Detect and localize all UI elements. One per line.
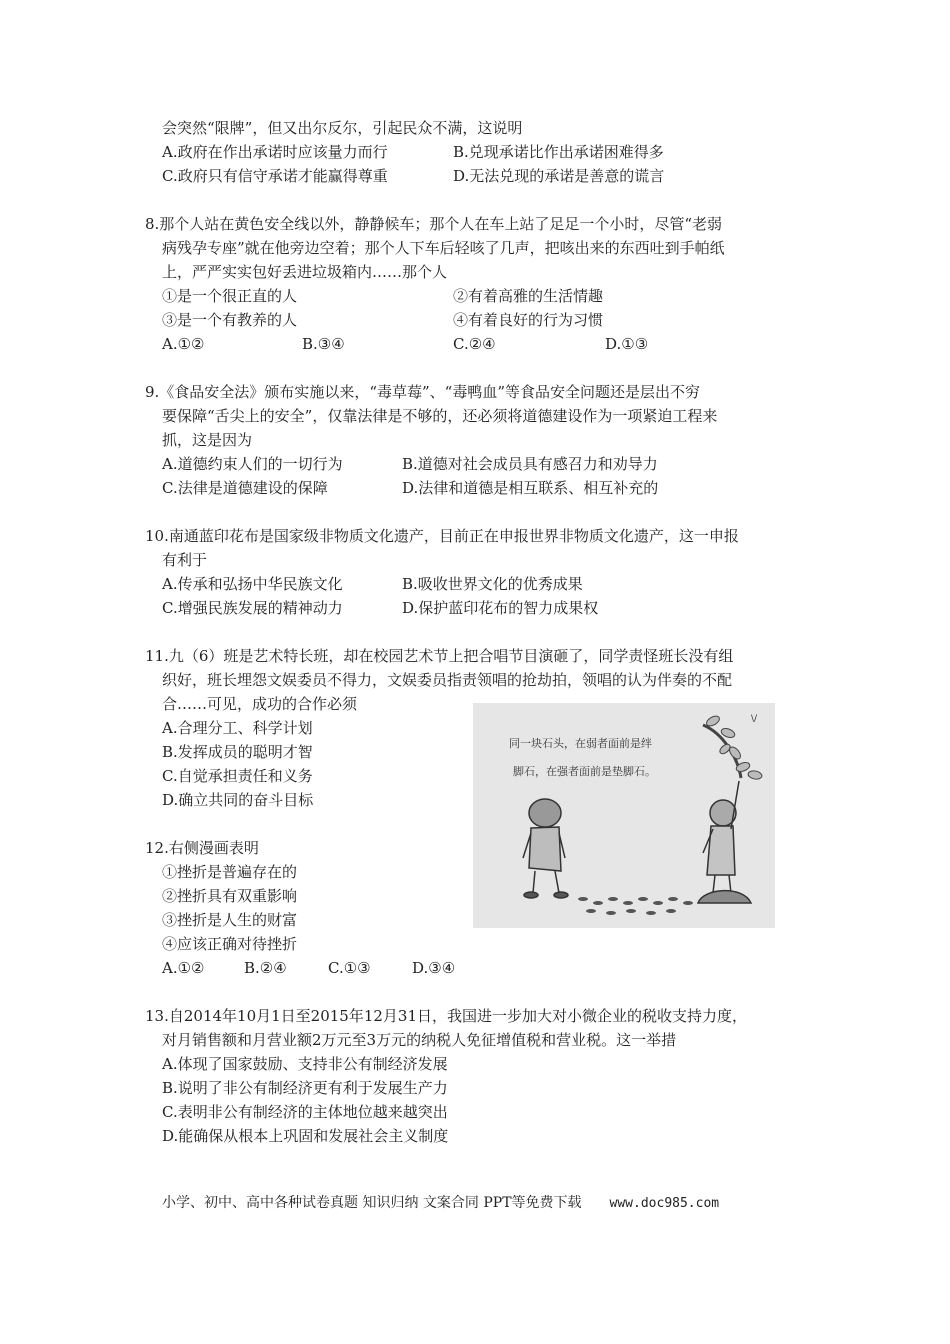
- q11-option-d: D.确立共同的奋斗目标: [162, 791, 314, 809]
- q12-item-1: ①挫折是普遍存在的: [162, 863, 298, 881]
- q7-option-b: B.兑现承诺比作出承诺困难得多: [453, 143, 664, 161]
- q8-item-1: ①是一个很正直的人: [162, 287, 298, 305]
- q9-option-d: D.法律和道德是相互联系、相互补充的: [402, 479, 659, 497]
- q11-option-c: C.自觉承担责任和义务: [162, 767, 313, 785]
- q11-option-b: B.发挥成员的聪明才智: [162, 743, 313, 761]
- footer-text: 小学、初中、高中各种试卷真题 知识归纳 文案合同 PPT等免费下载: [162, 1195, 582, 1211]
- q12-item-3: ③挫折是人生的财富: [162, 911, 298, 929]
- q11-stem-line1: 11.九（6）班是艺术特长班，却在校园艺术节上把合唱节目演砸了，同学责怪班长没有组: [145, 647, 734, 665]
- q10-option-b: B.吸收世界文化的优秀成果: [402, 575, 583, 593]
- q10-stem-line1: 10.南通蓝印花布是国家级非物质文化遗产，目前正在申报世界非物质文化遗产，这一申报: [145, 527, 739, 545]
- q7-option-a: A.政府在作出承诺时应该量力而行: [162, 143, 388, 161]
- q13-stem-line2: 对月销售额和月营业额2万元至3万元的纳税人免征增值税和营业税。这一举措: [162, 1031, 677, 1049]
- q8-stem-line1: 8.那个人站在黄色安全线以外，静静候车；那个人在车上站了足足一个小时，尽管“老弱: [145, 215, 722, 233]
- q11-option-a: A.合理分工、科学计划: [162, 719, 313, 737]
- q10-option-a: A.传承和弘扬中华民族文化: [162, 575, 343, 593]
- q8-option-a: A.①②: [162, 335, 205, 353]
- q11-stem-line3: 合……可见，成功的合作必须: [162, 695, 358, 713]
- q8-stem-line2: 病残孕专座”就在他旁边空着；那个人下车后轻咳了几声，把咳出来的东西吐到手帕纸: [162, 239, 725, 257]
- q11-stem-line2: 织好，班长埋怨文娱委员不得力，文娱委员指责领唱的抢劫拍，领唱的认为伴奏的不配: [162, 671, 733, 689]
- q9-option-a: A.道德约束人们的一切行为: [162, 455, 343, 473]
- q7-option-c: C.政府只有信守承诺才能赢得尊重: [162, 167, 388, 185]
- cartoon-caption-line2: 脚石，在强者面前是垫脚石。: [513, 765, 656, 778]
- q8-option-c: C.②④: [453, 335, 496, 353]
- q7-stem: 会突然“限牌”，但又出尔反尔，引起民众不满，这说明: [162, 119, 523, 137]
- q12-item-2: ②挫折具有双重影响: [162, 887, 298, 905]
- q12-option-b: B.②④: [244, 959, 287, 977]
- q9-stem-line3: 抓，这是因为: [162, 431, 253, 449]
- q13-option-a: A.体现了国家鼓励、支持非公有制经济发展: [162, 1055, 448, 1073]
- q8-item-2: ②有着高雅的生活情趣: [453, 287, 604, 305]
- q12-option-d: D.③④: [412, 959, 456, 977]
- q8-option-d: D.①③: [605, 335, 649, 353]
- cartoon-image: [473, 703, 775, 928]
- q12-option-a: A.①②: [162, 959, 205, 977]
- branch-mark: \/: [751, 714, 758, 724]
- page-footer: [162, 1193, 719, 1214]
- q12-item-4: ④应该正确对待挫折: [162, 935, 298, 953]
- q8-stem-line3: 上，严严实实包好丢进垃圾箱内……那个人: [162, 263, 448, 281]
- q10-stem-line2: 有利于: [162, 551, 208, 569]
- q12-option-c: C.①③: [328, 959, 371, 977]
- q13-stem-line1: 13.自2014年10月1日至2015年12月31日，我国进一步加大对小微企业的税收支持力度，: [145, 1007, 748, 1025]
- q10-option-c: C.增强民族发展的精神动力: [162, 599, 343, 617]
- q9-stem-line2: 要保障“舌尖上的安全”，仅靠法律是不够的，还必须将道德建设作为一项紧迫工程来: [162, 407, 718, 425]
- q10-option-d: D.保护蓝印花布的智力成果权: [402, 599, 599, 617]
- q13-option-b: B.说明了非公有制经济更有利于发展生产力: [162, 1079, 448, 1097]
- q8-item-4: ④有着良好的行为习惯: [453, 311, 604, 329]
- q7-option-d: D.无法兑现的承诺是善意的谎言: [453, 167, 665, 185]
- q9-option-b: B.道德对社会成员具有感召力和劝导力: [402, 455, 658, 473]
- footer-link[interactable]: www.doc985.com: [609, 1196, 720, 1211]
- q9-stem-line1: 9.《食品安全法》颁布实施以来，“毒草莓”、“毒鸭血”等食品安全问题还是层出不穷: [145, 383, 700, 401]
- q13-option-d: D.能确保从根本上巩固和发展社会主义制度: [162, 1127, 449, 1145]
- cartoon-illustration: [473, 703, 775, 928]
- q8-option-b: B.③④: [302, 335, 345, 353]
- q9-option-c: C.法律是道德建设的保障: [162, 479, 328, 497]
- q12-stem: 12.右侧漫画表明: [145, 839, 259, 857]
- cartoon-caption-line1: 同一块石头，在弱者面前是绊: [509, 737, 652, 750]
- q13-option-c: C.表明非公有制经济的主体地位越来越突出: [162, 1103, 448, 1121]
- q8-item-3: ③是一个有教养的人: [162, 311, 298, 329]
